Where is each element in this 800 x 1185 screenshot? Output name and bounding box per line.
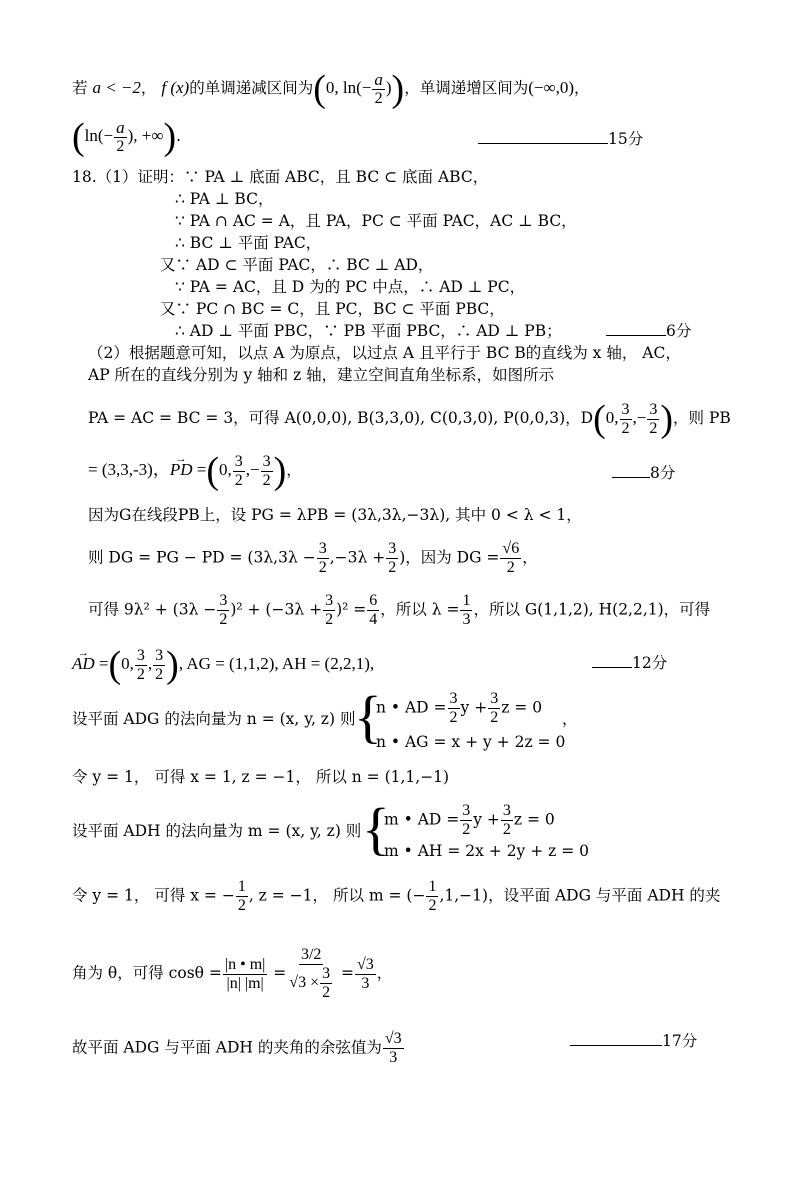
paren: ( [72, 116, 85, 158]
score-17: 17分 [570, 1030, 697, 1052]
proof-line-1: 18.（1）证明：∵ PA ⊥ 底面 ABC，且 BC ⊂ 底面 ABC， [72, 168, 489, 186]
n-result-line: 令 y = 1， 可得 x = 1, z = −1， 所以 n = (1,1,−1) [72, 768, 450, 786]
brace: { [354, 684, 382, 749]
paren: ) [391, 68, 405, 110]
text: 若 [72, 79, 88, 97]
cos-line: 角为 θ，可得 cosθ = $\frac{|n • m|}{|n| |m|}$ = 3/2 √3 × $\frac{3}{2}$ = $\frac{√3}{3}$ ， [72, 946, 393, 1001]
paren: ( [313, 68, 326, 110]
dg-line: 则 DG = PG − PD = (3λ,3λ − $\frac{3}{2}$ ,−3λ + $\frac{3}{2}$ )，因为 DG = $\frac{√6}{2}$ ， [88, 540, 538, 576]
vectors-line: → AD =(0, $\frac{3}{2}$ , $\frac{3}{2}$ ), AG = (1,1,2), AH = (2,2,1), [72, 646, 374, 684]
text: 的单调递减区间为 [189, 79, 314, 97]
normal-m-intro: 设平面 ADH 的法向量为 m = (x, y, z) 则 [72, 822, 362, 840]
g-on-pb-line: 因为G在线段PB上，设 PG = λPB = (3λ,3λ,−3λ), 其中 0 < λ < 1， [88, 506, 582, 524]
math: f (x) [161, 78, 190, 97]
text: ， [140, 79, 157, 97]
proof-line-3: ∵ PA ∩ AC = A，且 PA，PC ⊂ 平面 PAC，AC ⊥ BC， [175, 212, 577, 230]
proof-line-5: 又∵ AD ⊂ 平面 PAC，∴ BC ⊥ AD， [160, 256, 434, 274]
math: a < −2 [92, 78, 141, 97]
brace: { [362, 796, 390, 861]
proof-line-4: ∴ BC ⊥ 平面 PAC， [175, 234, 322, 252]
text: ， [573, 79, 590, 97]
score-15: 15分 [478, 128, 643, 150]
score-8: 8分 [612, 462, 675, 484]
normal-n-eq1: n • AD = $\frac{3}{2}$ y + $\frac{3}{2}$ z = 0 [376, 690, 543, 726]
score-12: 12分 [592, 652, 667, 674]
math: ln(− [84, 126, 114, 145]
fraction: $\frac{a}{2}$ [374, 69, 383, 107]
math: 0, ln(− [325, 78, 372, 97]
normal-m-eq1: m • AD = $\frac{3}{2}$ y + $\frac{3}{2}$ z = 0 [384, 802, 555, 838]
part2-line-2: AP 所在的直线分别为 y 轴和 z 轴，建立空间直角坐标系，如图所示 [88, 366, 555, 384]
comma: ， [562, 710, 578, 728]
m-result-line: 令 y = 1， 可得 x = − $\frac{1}{2}$ , z = −1， 所以 m = (− $\frac{1}{2}$ ,1,−1)，设平面 ADG 与平面 ADH 的夹 [72, 878, 721, 914]
line-2 [72, 118, 181, 156]
line-1 [72, 70, 590, 108]
conclusion-line: 故平面 ADG 与平面 ADH 的夹角的余弦值为 $\frac{√3}{3}$ [72, 1030, 402, 1066]
math: ) [385, 78, 392, 97]
proof-line-6: ∵ PA = AC，且 D 为的 PC 中点，∴ AD ⊥ PC， [175, 278, 526, 296]
paren: ) [163, 116, 177, 158]
text: ，单调递增区间为 [404, 79, 529, 97]
part2-line-1: （2）根据题意可知，以点 A 为原点，以过点 A 且平行于 BC B的直线为 x 轴， AC， [88, 344, 681, 362]
score-6: 6分 [606, 320, 691, 342]
coords-line: PA = AC = BC = 3，可得 A(0,0,0), B(3,3,0), C(0,3,0), P(0,0,3)，D(0, $\frac{3}{2}$ ,− $\frac{3}{2}$ )，则 PB [88, 398, 731, 440]
normal-n-intro: 设平面 ADG 的法向量为 n = (x, y, z) 则 [72, 710, 356, 728]
proof-line-7: 又∵ PC ∩ BC = C，且 PC，BC ⊂ 平面 PBC， [160, 300, 505, 318]
math: ), +∞ [127, 126, 164, 145]
normal-m-eq2: m • AH = 2x + 2y + z = 0 [384, 842, 590, 860]
normal-n-eq2: n • AG = x + y + 2z = 0 [376, 733, 566, 751]
math: (−∞,0) [528, 78, 574, 97]
text: . [176, 127, 182, 145]
lambda-line: 可得 9λ² + (3λ − $\frac{3}{2}$ )² + (−3λ + $\frac{3}{2}$ )² = $\frac{6}{4}$ ，所以 λ = $\frac{1}{3}$ ，所以 G(1,1,2), H(2,2,1)，可得 [88, 592, 711, 628]
vector-pb-line: = (3,3,-3)，→ PD =(0, $\frac{3}{2}$ ,− $\frac{3}{2}$ )， [88, 452, 302, 490]
proof-line-8: ∴ AD ⊥ 平面 PBC，∵ PB 平面 PBC，∴ AD ⊥ PB； [175, 322, 562, 340]
fraction: $\frac{a}{2}$ [116, 117, 125, 155]
proof-line-2: ∴ PA ⊥ BC， [175, 190, 274, 208]
